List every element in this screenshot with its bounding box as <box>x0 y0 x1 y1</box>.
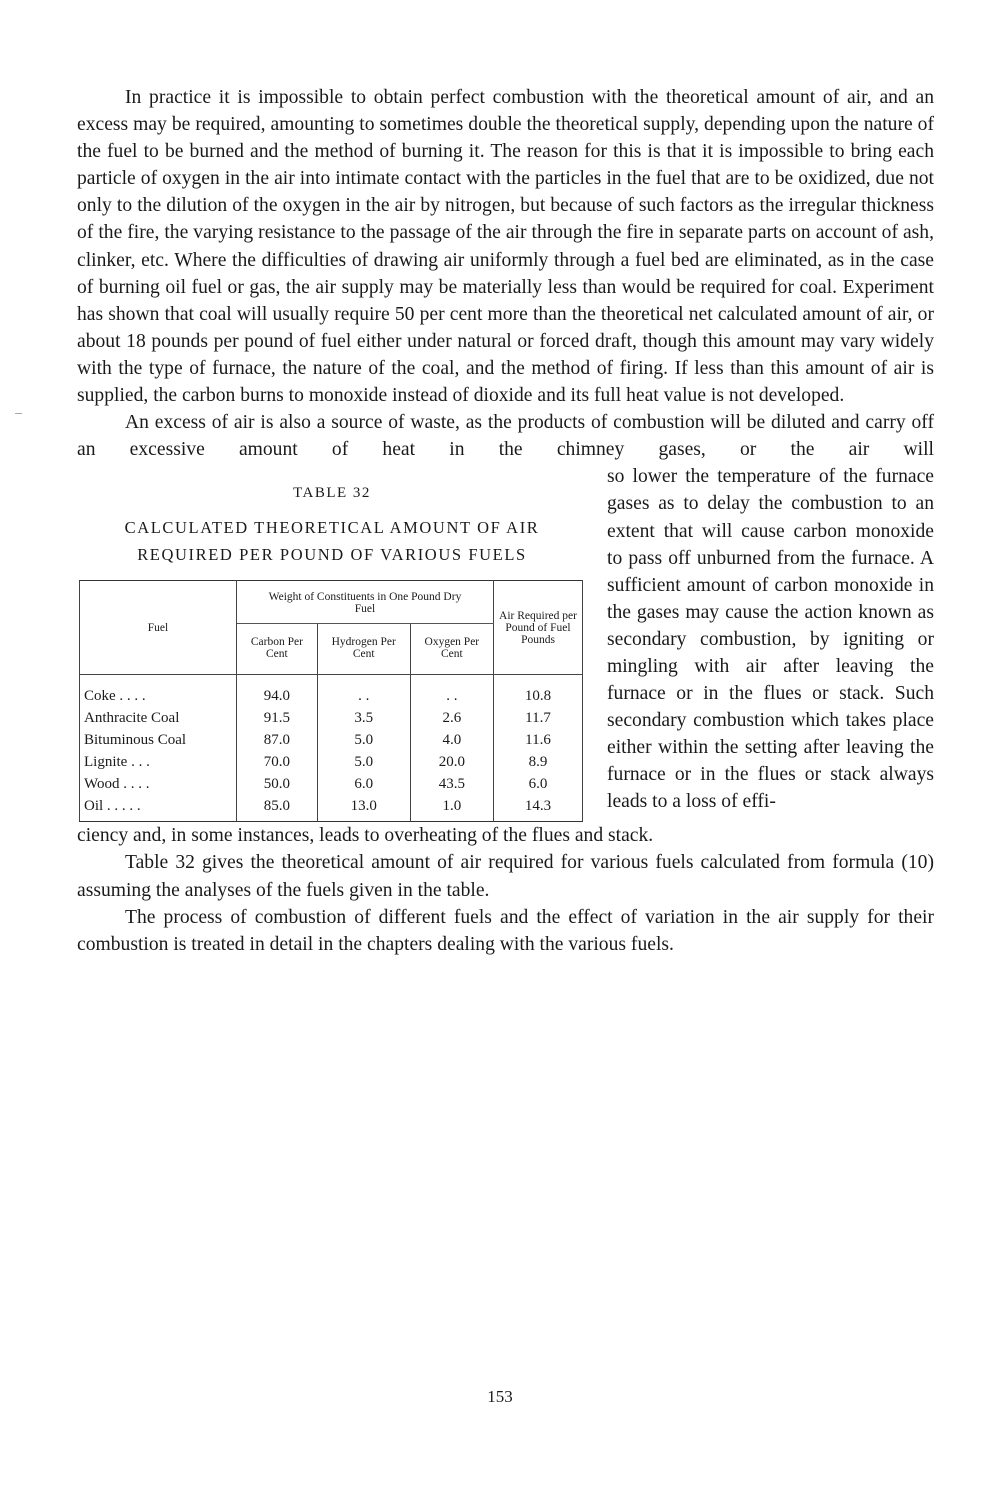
paragraph-3: Table 32 gives the theoretical amount of air required for various fuels calculated from formula (10) assuming the analyses of the fuels given in the table. <box>77 852 934 901</box>
cell-air: 11.6 <box>494 729 583 751</box>
header-carbon: Carbon Per Cent <box>237 624 318 675</box>
cell-hydrogen: 6.0 <box>317 773 410 795</box>
table-caption-line-1: CALCULATED THEORETICAL AMOUNT OF AIR <box>124 518 540 538</box>
table-caption-line-2: REQUIRED PER POUND OF VARIOUS FUELS <box>137 545 527 565</box>
table-row <box>80 729 583 751</box>
table-row <box>80 773 583 795</box>
cell-air: 6.0 <box>494 773 583 795</box>
cell-carbon: 85.0 <box>237 795 318 822</box>
air-requirement-table <box>79 580 583 822</box>
table-label: TABLE 32 <box>293 485 371 502</box>
page-number: 153 <box>487 1387 513 1406</box>
table-row <box>80 675 583 708</box>
cell-carbon: 94.0 <box>237 675 318 708</box>
cell-oxygen: 4.0 <box>410 729 493 751</box>
table-caption <box>77 514 587 568</box>
cell-fuel: Wood . . . . <box>80 773 237 795</box>
cell-carbon: 87.0 <box>237 729 318 751</box>
cell-hydrogen: 13.0 <box>317 795 410 822</box>
cell-oxygen: 2.6 <box>410 707 493 729</box>
cell-fuel: Oil . . . . . <box>80 795 237 822</box>
cell-fuel: Coke . . . . <box>80 675 237 708</box>
table-block <box>77 463 587 822</box>
cell-oxygen: 20.0 <box>410 751 493 773</box>
cell-air: 8.9 <box>494 751 583 773</box>
cell-carbon: 70.0 <box>237 751 318 773</box>
table-wrap-row <box>77 463 934 822</box>
cell-oxygen: 1.0 <box>410 795 493 822</box>
paragraph-2-start: An excess of air is also a source of waste, as the products of combustion will be diluted and carry off an excessive amount of heat in the chimney gases, or the air will <box>77 412 934 461</box>
cell-hydrogen: . . <box>317 675 410 708</box>
cell-hydrogen: 3.5 <box>317 707 410 729</box>
header-fuel: Fuel <box>80 581 237 675</box>
paragraph-2-side: so lower the temperature of the furnace gases as to delay the combustion to an extent that will cause carbon monoxide to pass off unburned from the furnace. A sufficient amount of carbon monoxide in the gases may cause the action known as secondary combustion, by igniting or mingling with air after leaving the furnace or in the flues or stack. Such secondary combustion which takes place either within the setting after leaving the furnace or in the flues or stack always leads to a loss of effi- <box>607 466 934 813</box>
header-hydrogen: Hydrogen Per Cent <box>317 624 410 675</box>
page-body <box>77 84 934 958</box>
header-air-required: Air Required per Pound of Fuel Pounds <box>494 581 583 675</box>
margin-mark <box>15 413 22 414</box>
cell-carbon: 50.0 <box>237 773 318 795</box>
cell-air: 10.8 <box>494 675 583 708</box>
table-row <box>80 795 583 822</box>
cell-fuel: Bituminous Coal <box>80 729 237 751</box>
paragraph-4: The process of combustion of different fuels and the effect of variation in the air supply for their combustion is treated in detail in the chapters dealing with the various fuels. <box>77 906 934 955</box>
cell-hydrogen: 5.0 <box>317 751 410 773</box>
cell-air: 11.7 <box>494 707 583 729</box>
cell-hydrogen: 5.0 <box>317 729 410 751</box>
cell-oxygen: 43.5 <box>410 773 493 795</box>
paragraph-2-end: ciency and, in some instances, leads to overheating of the flues and stack. <box>77 825 654 847</box>
header-oxygen: Oxygen Per Cent <box>410 624 493 675</box>
cell-fuel: Lignite . . . <box>80 751 237 773</box>
header-constituents: Weight of Constituents in One Pound Dry Fuel <box>237 581 494 624</box>
cell-air: 14.3 <box>494 795 583 822</box>
table-row <box>80 751 583 773</box>
paragraph-1: In practice it is impossible to obtain perfect combustion with the theoretical amount of air, and an excess may be required, amounting to sometimes double the theoretical supply, depending upon the nature of the fuel to be burned and the method of burning it. The reason for this is that it is impossible to bring each particle of oxygen in the air into intimate contact with the particles in the fuel that are to be oxidized, due not only to the dilution of the oxygen in the air by nitrogen, but because of such factors as the irregular thickness of the fire, the varying resistance to the passage of the air through the fire in separate parts on account of ash, clinker, etc. Where the difficulties of drawing air uniformly through a fuel bed are eliminated, as in the case of burning oil fuel or gas, the air supply may be materially less than would be required for coal. Experiment has shown that coal will usually require 50 per cent more than the theoretical net calculated amount of air, or about 18 pounds per pound of fuel either under natural or forced draft, though this amount may vary widely with the type of furnace, the nature of the coal, and the method of firing. If less than this amount of air is supplied, the carbon burns to monoxide instead of dioxide and its full heat value is not developed. <box>77 87 934 407</box>
table-row <box>80 707 583 729</box>
cell-fuel: Anthracite Coal <box>80 707 237 729</box>
cell-oxygen: . . <box>410 675 493 708</box>
cell-carbon: 91.5 <box>237 707 318 729</box>
